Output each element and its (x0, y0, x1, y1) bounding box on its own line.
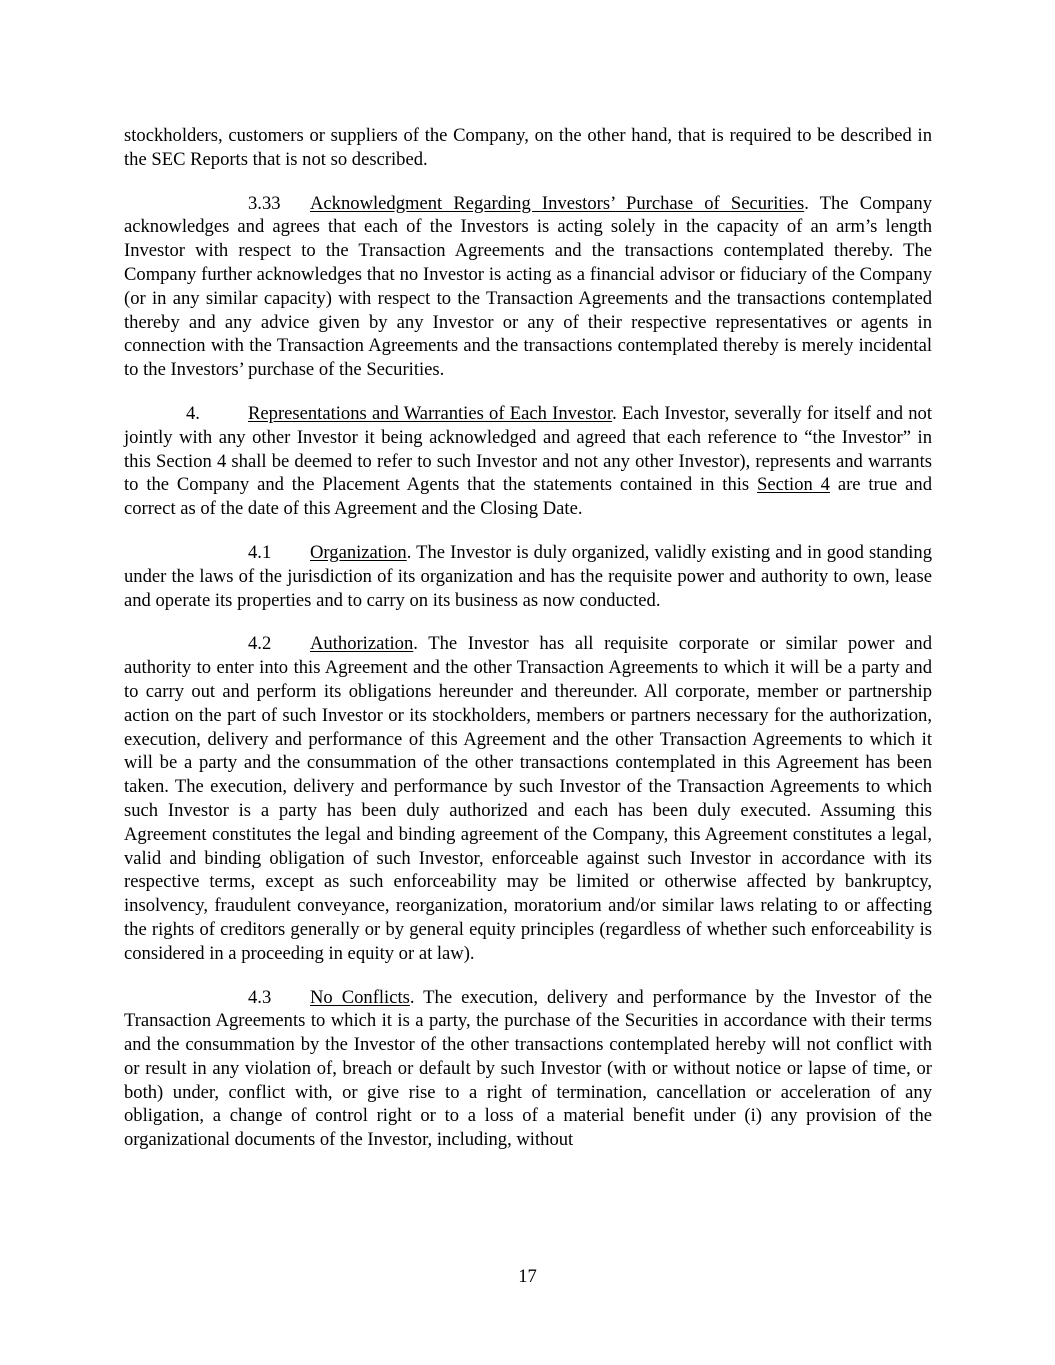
section-body: . The Investor is duly organized, validly existing and in good standing under the laws of the jurisdiction of its organization and has the requisite power and authority to own, lease and operate its properties and to carry on its business as now conducted. (124, 541, 932, 611)
section-heading: Authorization (310, 633, 414, 655)
section-body: . The Investor has all requisite corporate or similar power and authority to enter into this Agreement and the other Transaction Agreements to which it will be a party and to carry out and perform its obligations hereunder and thereunder. All corporate, member or partnership action on the part of such Investor or its stockholders, members or partners necessary for the authorization, execution, delivery and performance of this Agreement and the other Transaction Agreements to which it will be a party and the consummation of the other transactions contemplated in this Agreement has been taken. The execution, delivery and performance by such Investor of the Transaction Agreements to which such Investor is a party has been duly authorized and each has been duly executed. Assuming this Agreement constitutes the legal and binding agreement of the Company, this Agreement constitutes a legal, valid and binding obligation of such Investor, enforceable against such Investor in accordance with its respective terms, except as such enforceability may be limited or otherwise affected by bankruptcy, insolvency, fraudulent conveyance, reorganization, moratorium and/or similar laws relating to or affecting the rights of creditors generally or by general equity principles (regardless of whether such enforceability is considered in a proceeding in equity or at law). (124, 633, 932, 964)
section-4-paragraph (124, 402, 932, 521)
section-4-1-paragraph (124, 541, 932, 612)
section-4-reference: Section 4 (757, 474, 830, 496)
section-3-33-paragraph (124, 192, 932, 382)
section-body-continued: are true and correct as of the date of this Agreement and the Closing Date. (124, 474, 933, 520)
section-number: 4.3 (248, 986, 272, 1008)
section-4-3-paragraph (124, 986, 932, 1153)
section-body: . The Company acknowledges and agrees that each of the Investors is acting solely in the capacity of an arm’s length Investor with respect to the Transaction Agreements and the transactions contemplated thereby. The Company further acknowledges that no Investor is acting as a financial advisor or fiduciary of the Company (or in any similar capacity) with respect to the Transaction Agreements and the transactions contemplated thereby and any advice given by any Investor or any of their respective representatives or agents in connection with the Transaction Agreements and the transactions contemplated thereby is merely incidental to the Investors’ purchase of the Securities. (124, 192, 933, 381)
section-number: 4. (186, 402, 200, 424)
section-heading: Representations and Warranties of Each Investor (248, 402, 613, 424)
continuation-paragraph: stockholders, customers or suppliers of the Company, on the other hand, that is required to be described in the SEC Reports that is not so described. (124, 125, 932, 170)
document-page (124, 124, 932, 1172)
section-number: 4.2 (248, 633, 272, 655)
section-heading: Acknowledgment Regarding Investors’ Purchase of Securities (310, 192, 805, 214)
section-heading: Organization (310, 541, 407, 563)
page-number: 17 (518, 1266, 537, 1287)
section-number: 4.1 (248, 541, 272, 563)
section-4-2-paragraph (124, 632, 932, 965)
section-body: . Each Investor, severally for itself and not jointly with any other Investor it being acknowledged and agreed that each reference to “the Investor” in this Section 4 shall be deemed to refer to such Investor and not any other Investor), represents and warrants to the Company and the Placement Agents that the statements contained in this (124, 402, 932, 496)
section-body: . The execution, delivery and performance by the Investor of the Transaction Agreements to which it is a party, the purchase of the Securities in accordance with their terms and the consummation by the Investor of the other transactions contemplated hereby will not conflict with or result in any violation of, breach or default by such Investor (with or without notice or lapse of time, or both) under, conflict with, or give rise to a right of termination, cancellation or acceleration of any obligation, a change of control right or to a loss of a material benefit under (i) any provision of the organizational documents of the Investor, including, without (124, 986, 932, 1151)
section-number: 3.33 (248, 192, 281, 214)
section-heading: No Conflicts (310, 986, 410, 1008)
